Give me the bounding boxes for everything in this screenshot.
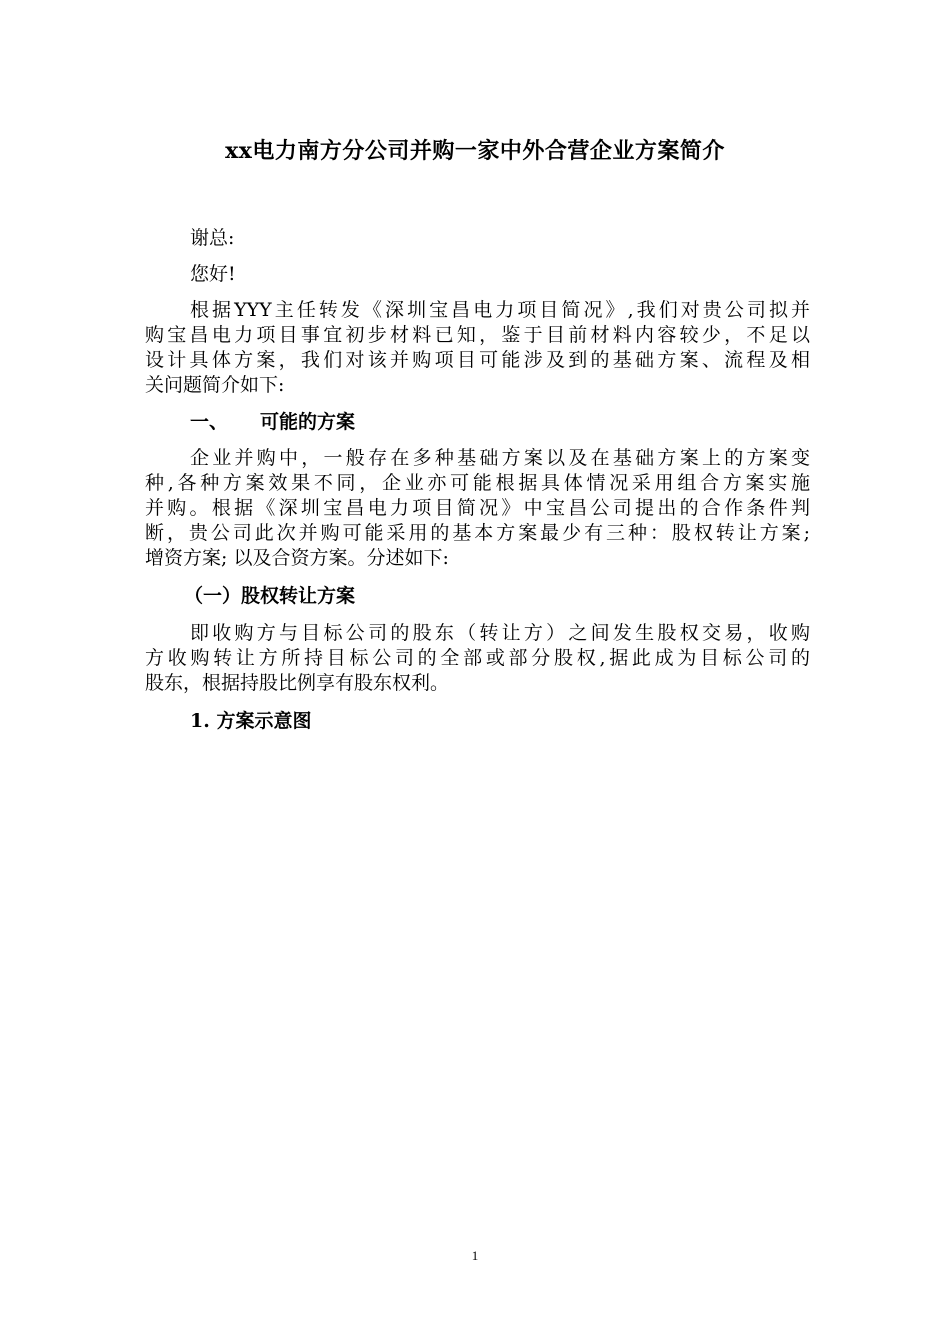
section-1-line-4: 断，贵公司此次并购可能采用的基本方案最少有三种：股权转让方案; xyxy=(145,522,810,544)
section-1-number: 一、 xyxy=(190,411,229,433)
section-1-line-5: 增资方案; 以及合资方案。分述如下: xyxy=(145,547,449,569)
intro-line-4: 关问题简介如下: xyxy=(145,374,285,396)
intro-line-2: 购宝昌电力项目事宜初步材料已知，鉴于目前材料内容较少，不足以 xyxy=(145,324,810,346)
subsection-1-line-2: 方收购转让方所持目标公司的全部或部分股权,据此成为目标公司的 xyxy=(145,647,810,669)
subsection-1-line-3: 股东，根据持股比例享有股东权利。 xyxy=(145,672,450,694)
subsection-1-line-1: 即收购方与目标公司的股东（转让方）之间发生股权交易，收购 xyxy=(190,622,810,644)
section-1-title: 可能的方案 xyxy=(260,411,356,433)
section-1-heading xyxy=(190,410,810,435)
subsection-1-heading: （一）股权转让方案 xyxy=(184,585,356,607)
page-number: 1 xyxy=(471,1248,479,1263)
section-1-line-2: 种,各种方案效果不同，企业亦可能根据具体情况采用组合方案实施 xyxy=(145,472,810,494)
greeting: 您好! xyxy=(190,263,236,285)
section-1-line-1: 企业并购中，一般存在多种基础方案以及在基础方案上的方案变 xyxy=(190,447,810,469)
intro-line-1: 根据YYY主任转发《深圳宝昌电力项目简况》,我们对贵公司拟并 xyxy=(190,299,810,321)
section-1-line-3: 并购。根据《深圳宝昌电力项目简况》中宝昌公司提出的合作条件判 xyxy=(145,497,810,519)
salutation: 谢总: xyxy=(190,227,235,249)
item-1-heading: 1. 方案示意图 xyxy=(190,710,312,732)
document-title: xx电力南方分公司并购一家中外合营企业方案简介 xyxy=(225,138,725,164)
intro-line-3: 设计具体方案，我们对该并购项目可能涉及到的基础方案、流程及相 xyxy=(145,349,810,371)
